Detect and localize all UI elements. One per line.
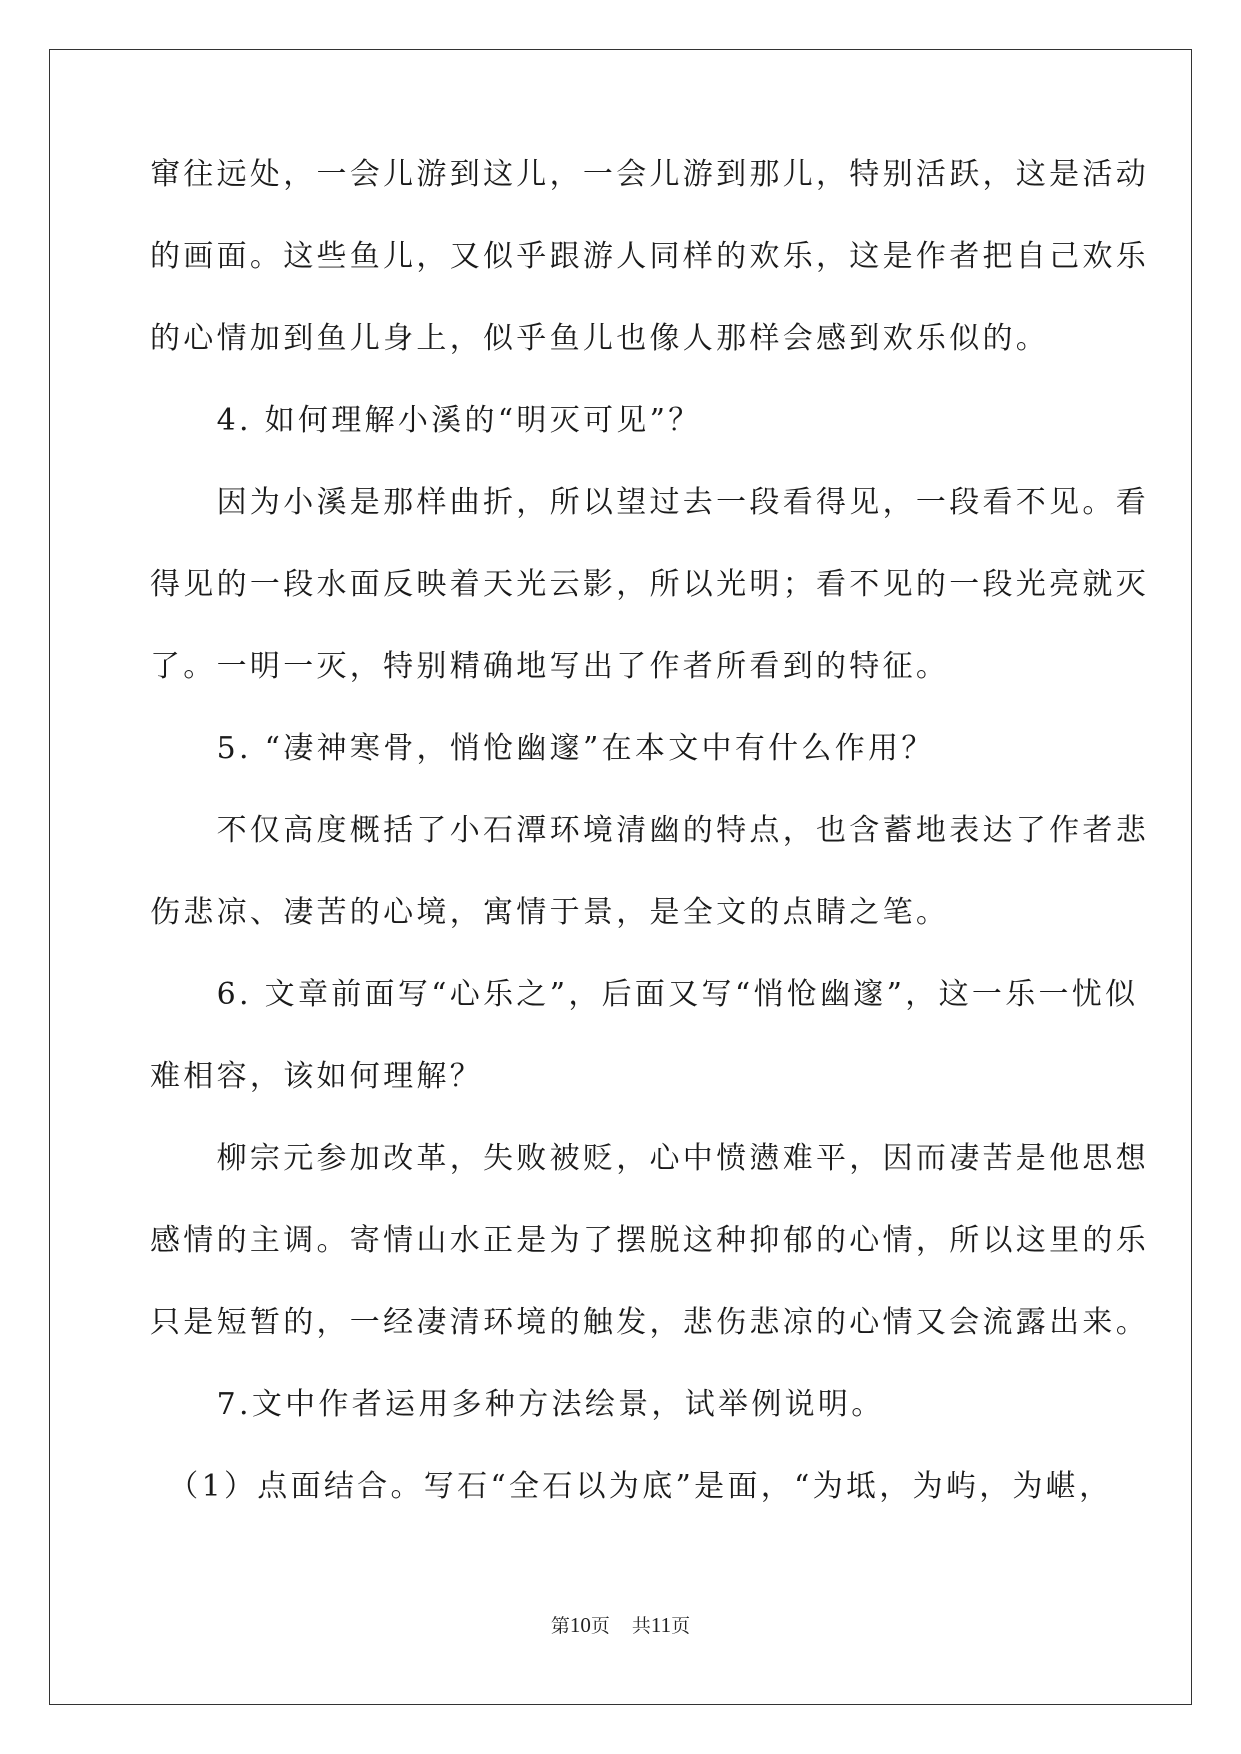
question-6-line-1: 6. 文章前面写“心乐之”，后面又写“悄怆幽邃”，这一乐一忧似 [150,977,1139,1012]
text-line-3: 的心情加到鱼儿身上，似乎鱼儿也像人那样会感到欢乐似的。 [150,321,1050,356]
question-4: 4. 如何理解小溪的“明灭可见”？ [150,403,702,438]
question-6-line-2: 难相容，该如何理解？ [150,1059,483,1094]
page-number: 10 [569,1613,591,1637]
text-line-2: 的画面。这些鱼儿，又似乎跟游人同样的欢乐，这是作者把自己欢乐 [150,239,1149,274]
answer-4-line-1: 因为小溪是那样曲折，所以望过去一段看得见，一段看不见。看 [150,485,1149,520]
text-line-1: 窜往远处，一会儿游到这儿，一会儿游到那儿，特别活跃，这是活动 [150,157,1149,192]
answer-6-line-1: 柳宗元参加改革，失败被贬，心中愤懑难平，因而凄苦是他思想 [150,1141,1149,1176]
answer-5-line-1: 不仅高度概括了小石潭环境清幽的特点，也含蓄地表达了作者悲 [150,813,1149,848]
answer-7-line-1: （1）点面结合。写石“全石以为底”是面，“为坻，为屿，为嵁， [150,1469,1113,1504]
total-pages: 11 [650,1613,672,1637]
answer-5-line-2: 伤悲凉、凄苦的心境，寓情于景，是全文的点睛之笔。 [150,895,950,930]
total-suffix: 页 [671,1615,691,1637]
answer-4-line-2: 得见的一段水面反映着天光云影，所以光明；看不见的一段光亮就灭 [150,567,1149,602]
answer-6-line-2: 感情的主调。寄情山水正是为了摆脱这种抑郁的心情，所以这里的乐 [150,1223,1149,1258]
page-prefix: 第 [550,1615,570,1637]
page-suffix: 页 [590,1615,610,1637]
answer-6-line-3: 只是短暂的，一经凄清环境的触发，悲伤悲凉的心情又会流露出来。 [150,1305,1149,1340]
answer-4-line-3: 了。一明一灭，特别精确地写出了作者所看到的特征。 [150,649,950,684]
document-body [150,157,1149,1552]
question-5: 5. “凄神寒骨，悄怆幽邃”在本文中有什么作用？ [150,731,935,766]
page-footer [0,1611,1241,1638]
total-prefix: 共 [631,1615,651,1637]
question-7: 7.文中作者运用多种方法绘景，试举例说明。 [150,1387,885,1422]
